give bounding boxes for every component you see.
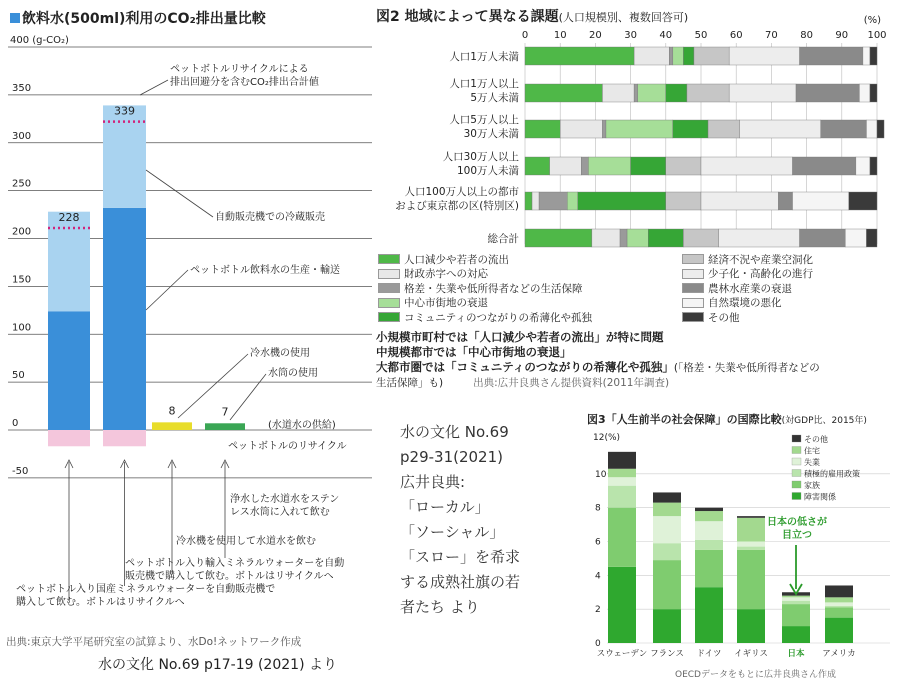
legend-item (378, 252, 682, 267)
social-bar-segment (737, 547, 765, 550)
region-bar-segment (560, 120, 602, 138)
region-bar-segment (634, 47, 669, 65)
social-chart-title: 図3「人生前半の社会保障」の国際比較(対GDP比、2015年) (587, 413, 867, 426)
legend-label: 財政赤字への対応 (404, 268, 488, 281)
legend-swatch (378, 283, 400, 293)
y-tick-label: 0 (595, 639, 601, 649)
data-label: 339 (114, 104, 135, 118)
legend-label: 経済不況や産業空洞化 (708, 253, 813, 266)
category-label: アメリカ (822, 649, 856, 659)
region-bar-segment (669, 47, 673, 65)
category-label: ドイツ (696, 649, 722, 659)
legend-label: 失業 (804, 458, 820, 467)
category-label: 人口1万人以上 (449, 78, 519, 90)
annotation-leader (178, 354, 248, 418)
legend-item (682, 281, 898, 296)
co2-y-unit: 400 (g-CO₂) (10, 35, 69, 46)
legend-label: 住宅 (804, 446, 820, 456)
legend-swatch (792, 493, 801, 500)
region-bar-segment (602, 120, 606, 138)
social-bar-segment (608, 508, 636, 567)
region-bar-segment (694, 47, 729, 65)
social-bar-segment (825, 602, 853, 605)
social-bar-segment (737, 542, 765, 547)
x-tick-label: 100 (867, 30, 887, 41)
region-text-line: 大都市圏では「コミュニティのつながりの希薄化や孤独」 (376, 360, 674, 374)
co2-chart (0, 0, 380, 687)
region-bar-segment (708, 120, 740, 138)
social-bar-segment (608, 452, 636, 469)
annotation-recycle-total: ペットボトルリサイクルによる排出回避分を含むCO₂排出合計値 (170, 64, 319, 88)
category-label: 人口1万人未満 (449, 51, 519, 63)
bar-vending (48, 212, 90, 312)
annotation-leader (230, 374, 266, 420)
bar-production (103, 208, 146, 430)
region-bar-segment (525, 47, 634, 65)
region-bar-segment (666, 84, 687, 102)
region-chart-title: 図2 地域によって異なる課題(人口規模別、複数回答可) (376, 9, 689, 25)
region-legend (378, 252, 898, 325)
category-label: 人口100万人以上の都市 (404, 186, 519, 198)
citation-note (400, 420, 520, 620)
co2-caption: 水の文化 No.69 p17-19 (2021) より (98, 657, 337, 673)
co2-source: 出典:東京大学平尾研究室の試算より、水Do!ネットワーク作成 (6, 636, 302, 648)
region-bar-segment (525, 84, 602, 102)
social-bar-segment (653, 560, 681, 609)
social-bar-segment (695, 587, 723, 643)
y-tick-label: 6 (595, 537, 601, 548)
annotation-production: ペットボトル飲料水の生産・輸送 (190, 265, 340, 276)
legend-label: 積極的雇用政策 (804, 469, 860, 479)
annotation-leader (140, 80, 168, 95)
region-text-line: 生活保障」も) (376, 377, 444, 389)
region-text-line: 小規模市町村では「人口減少や若者の流出」が特に問題 (376, 330, 664, 344)
region-bar-segment (719, 229, 800, 247)
annotation-cooler: 冷水機の使用 (250, 348, 310, 359)
region-bar-segment (592, 229, 620, 247)
legend-item (682, 267, 898, 282)
region-bar-segment (866, 229, 877, 247)
bar-description: ペットボトル入り国産ミネラルウォーターを自動販売機で購入して飲む。ボトルはリサイクルへ (16, 584, 276, 608)
callout-text: 日本の低さが (767, 517, 827, 528)
region-source: 出典:広井良典さん提供資料(2011年調査) (473, 377, 670, 389)
social-chart-panel (585, 405, 900, 687)
category-label: イギリス (734, 649, 768, 659)
social-bar-segment (608, 567, 636, 643)
social-bar-segment (653, 492, 681, 502)
social-bar-segment (737, 550, 765, 609)
x-tick-label: 10 (553, 30, 567, 41)
legend-label: 自然環境の悪化 (708, 297, 782, 310)
y-tick-label: 300 (12, 130, 32, 142)
data-label: 8 (168, 404, 176, 418)
region-text-line: (「格差・失業や低所得者などの (673, 362, 820, 374)
category-label: 30万人未満 (463, 128, 519, 140)
legend-label: 人口減少や若者の流出 (404, 253, 509, 266)
region-bar-segment (863, 47, 870, 65)
region-bar-segment (877, 120, 884, 138)
legend-item (682, 252, 898, 267)
legend-swatch (792, 470, 801, 477)
y-tick-label: 0 (12, 418, 19, 429)
y-tick-label: 350 (12, 82, 32, 94)
region-bar-segment (602, 84, 634, 102)
region-chart-panel (372, 0, 900, 400)
region-text-line: 中規模都市では「中心市街地の衰退」 (376, 345, 572, 359)
region-bar-segment (687, 84, 729, 102)
social-bar-segment (695, 550, 723, 587)
legend-swatch (682, 269, 704, 279)
annotation-recycle: ペットボトルのリサイクル (228, 441, 347, 452)
legend-label: その他 (708, 311, 740, 324)
region-bar-segment (683, 47, 694, 65)
region-bar-segment (729, 84, 796, 102)
region-bar-segment (631, 157, 666, 175)
social-bar-segment (825, 618, 853, 643)
region-bar-segment (666, 157, 701, 175)
annotation-tap-supply: (水道水の供給) (268, 420, 336, 431)
region-bar-segment (532, 192, 539, 210)
x-unit: (%) (863, 15, 881, 26)
region-bar-segment (778, 192, 792, 210)
social-bar-segment (608, 477, 636, 485)
co2-chart-panel (0, 0, 380, 687)
region-text (376, 330, 820, 391)
y-tick-label: 2 (595, 605, 601, 616)
data-label: 7 (221, 405, 229, 419)
region-bar-segment (859, 84, 870, 102)
x-tick-label: 80 (800, 30, 813, 41)
annotation-leader (146, 170, 213, 217)
bar-description: ペットボトル入り輸入ミネラルウォーターを自動販売機で購入して飲む。ボトルはリサイクルへ (125, 558, 345, 582)
social-bar-segment (737, 609, 765, 643)
social-bar-segment (695, 521, 723, 540)
social-bar-segment (653, 516, 681, 543)
region-bar-segment (793, 157, 856, 175)
region-bar-segment (525, 157, 550, 175)
data-label: 228 (58, 210, 80, 224)
annotation-flask: 水筒の使用 (268, 368, 318, 379)
region-bar-segment (638, 84, 666, 102)
bar-description: 冷水機を使用して水道水を飲む (176, 536, 316, 547)
note-line: 広井良典: (400, 473, 466, 491)
y-tick-label: 200 (12, 226, 32, 238)
region-bar-segment (550, 157, 582, 175)
note-line: 「ローカル」 (400, 498, 490, 516)
region-bar-segment (701, 192, 778, 210)
note-line: 水の文化 No.69 (400, 423, 509, 441)
region-bar-segment (740, 120, 821, 138)
bar-recycle (103, 430, 146, 446)
social-bar-segment (608, 486, 636, 508)
legend-label: 格差・失業や低所得者などの生活保障 (404, 282, 583, 295)
region-bar-segment (849, 192, 877, 210)
region-bar-segment (539, 192, 567, 210)
region-bar-segment (634, 84, 638, 102)
x-tick-label: 20 (589, 30, 602, 41)
region-bar-segment (525, 229, 592, 247)
callout-text: 目立つ (782, 530, 812, 541)
y-tick-label: -50 (12, 465, 29, 477)
region-bar-segment (796, 84, 859, 102)
legend-swatch (378, 269, 400, 279)
legend-swatch (378, 312, 400, 322)
legend-swatch (378, 298, 400, 308)
bar-description: 浄水した水道水をステンレス水筒に入れて飲む (230, 494, 340, 518)
co2-chart-title: 飲料水(500ml)利用のCO₂排出量比較 (10, 8, 266, 28)
legend-swatch (682, 283, 704, 293)
social-bar-segment (653, 543, 681, 560)
social-bar-segment (782, 626, 810, 643)
bar-production (48, 311, 90, 430)
note-line: 「スロー」を希求 (400, 548, 521, 566)
region-bar-segment (567, 192, 578, 210)
legend-swatch (792, 458, 801, 465)
region-bar-segment (673, 120, 708, 138)
legend-swatch (792, 481, 801, 488)
region-bar-segment (627, 229, 648, 247)
legend-item (378, 267, 682, 282)
region-bar-segment (606, 120, 673, 138)
social-bar-segment (695, 540, 723, 550)
region-bar-segment (845, 229, 866, 247)
x-tick-label: 40 (659, 30, 673, 41)
legend-item (378, 296, 682, 311)
region-bar-segment (870, 157, 877, 175)
legend-label: 農林水産業の衰退 (708, 282, 792, 295)
social-bar-segment (782, 601, 810, 604)
x-tick-label: 70 (765, 30, 778, 41)
social-source: OECDデータをもとに広井良典さん作成 (675, 670, 836, 680)
region-bar-segment (866, 120, 877, 138)
social-bar-segment (825, 585, 853, 597)
region-bar-segment (683, 229, 718, 247)
social-bar-segment (695, 508, 723, 511)
legend-swatch (682, 312, 704, 322)
y-tick-label: 250 (12, 178, 32, 190)
y-tick-label: 50 (12, 370, 25, 382)
region-bar-segment (620, 229, 627, 247)
category-label: フランス (650, 649, 684, 659)
category-label: スウェーデン (596, 649, 648, 659)
y-tick-label: 100 (12, 322, 32, 334)
legend-item (378, 281, 682, 296)
region-bar-segment (793, 192, 849, 210)
legend-label: 家族 (804, 481, 820, 490)
x-tick-label: 50 (694, 30, 708, 41)
region-bar-segment (648, 229, 683, 247)
legend-item (682, 296, 898, 311)
category-label: 日本 (787, 649, 805, 659)
region-bar-segment (821, 120, 867, 138)
bar-cooler (152, 422, 192, 430)
region-bar-segment (666, 192, 701, 210)
y-tick-label: 150 (12, 274, 32, 286)
region-bar-segment (673, 47, 684, 65)
legend-label: コミュニティのつながりの希薄化や孤独 (404, 311, 592, 324)
region-bar-segment (525, 120, 560, 138)
region-bar-segment (800, 47, 863, 65)
category-label: 人口30万人以上 (442, 151, 519, 163)
note-line: する成熟社旗の若 (400, 573, 521, 591)
legend-item (682, 310, 898, 325)
legend-swatch (792, 435, 801, 442)
legend-label: 障害関係 (804, 492, 836, 502)
legend-item (378, 310, 682, 325)
legend-swatch (682, 298, 704, 308)
y-unit: 12(%) (593, 433, 621, 443)
legend-swatch (682, 254, 704, 264)
annotation-vending: 自動販売機での冷蔵販売 (215, 212, 325, 223)
social-bar-segment (608, 469, 636, 477)
social-bar-segment (825, 606, 853, 608)
y-tick-label: 4 (595, 571, 601, 582)
region-bar-segment (581, 157, 588, 175)
social-bar-segment (782, 596, 810, 598)
legend-label: 少子化・高齢化の進行 (708, 268, 813, 281)
bar-recycle (48, 430, 90, 446)
category-label: 人口5万人以上 (449, 114, 519, 126)
region-bar-segment (856, 157, 870, 175)
social-bar-segment (737, 518, 765, 542)
region-bar-segment (525, 192, 532, 210)
note-line: 者たち より (400, 598, 480, 616)
category-label: 5万人未満 (470, 92, 519, 104)
bar-flask (205, 423, 245, 430)
legend-swatch (792, 447, 801, 454)
social-chart (585, 405, 900, 687)
category-label: および東京都の区(特別区) (395, 200, 519, 212)
y-tick-label: 8 (595, 503, 601, 514)
social-bar-segment (653, 609, 681, 643)
x-tick-label: 0 (521, 30, 529, 41)
region-bar-segment (800, 229, 846, 247)
region-bar-segment (870, 84, 877, 102)
social-bar-segment (782, 604, 810, 626)
social-bar-segment (825, 607, 853, 617)
legend-swatch (378, 254, 400, 264)
social-bar-segment (695, 511, 723, 521)
note-line: 「ソーシャル」 (400, 523, 505, 541)
region-bar-segment (588, 157, 630, 175)
note-line: p29-31(2021) (400, 448, 503, 466)
region-bar-segment (729, 47, 799, 65)
social-bar-segment (737, 516, 765, 518)
x-tick-label: 30 (624, 30, 637, 41)
x-tick-label: 90 (835, 30, 849, 41)
region-chart (372, 0, 900, 250)
y-tick-label: 10 (595, 469, 607, 480)
legend-label: その他 (804, 435, 828, 444)
region-bar-segment (701, 157, 793, 175)
region-bar-segment (870, 47, 877, 65)
category-label: 総合計 (487, 233, 519, 245)
legend-label: 中心市街地の衰退 (404, 297, 488, 310)
social-bar-segment (653, 503, 681, 517)
x-tick-label: 60 (729, 30, 743, 41)
social-bar-segment (825, 597, 853, 602)
category-label: 100万人未満 (456, 165, 519, 177)
region-bar-segment (578, 192, 666, 210)
social-bar-segment (782, 597, 810, 600)
annotation-leader (146, 270, 188, 310)
